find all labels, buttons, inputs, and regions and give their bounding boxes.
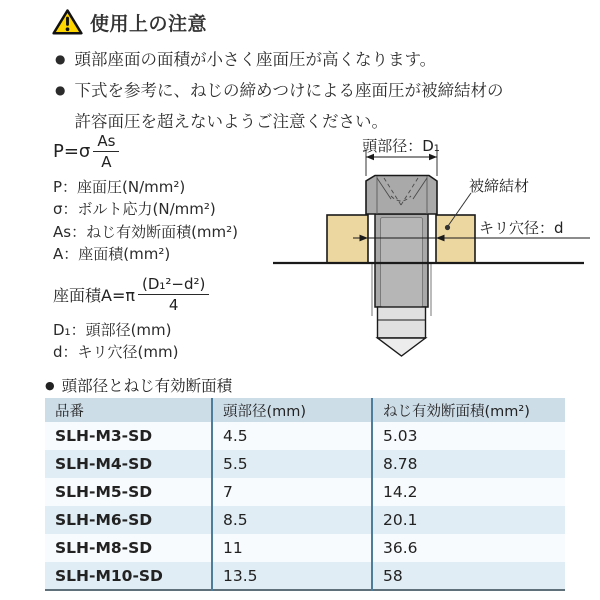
part-number-cell: SLH-M10-SD xyxy=(55,566,163,585)
part-number-cell: SLH-M4-SD xyxy=(55,455,153,473)
section-area-cell: 8.78 xyxy=(372,450,565,478)
area-formula-definitions xyxy=(53,319,288,364)
note-line: 許容面圧を超えないようご注意ください。 xyxy=(74,112,388,131)
note-line: 下式を参考に、ねじの締めつけによる座面圧が被締結材の xyxy=(74,81,504,100)
definition-line: A：座面積(mm²) xyxy=(53,245,171,264)
section-area-cell: 20.1 xyxy=(372,506,565,534)
table-row xyxy=(45,506,565,534)
page-title: 使用上の注意 xyxy=(90,12,208,35)
bolt-cross-section-diagram xyxy=(270,128,600,373)
bolt-tip-chamfer xyxy=(378,338,426,356)
definition-line: D₁：頭部径(mm) xyxy=(53,320,172,339)
definition-line: As：ねじ有効断面積(mm²) xyxy=(53,222,239,241)
head-dia-cell: 7 xyxy=(212,478,372,506)
formula-lhs: 座面積A=π xyxy=(53,285,135,305)
formula-lhs: P=σ xyxy=(53,141,91,162)
column-header-head-dia: 頭部径(mm) xyxy=(212,398,372,422)
definition-line: σ：ボルト応力(N/mm²) xyxy=(53,200,216,219)
note-line: 頭部座面の面積が小さく座面圧が高くなります。 xyxy=(74,50,437,69)
bullet-icon: ● xyxy=(45,378,55,392)
section-title-text: 頭部径とねじ有効断面積 xyxy=(61,377,233,395)
area-formula xyxy=(53,275,288,314)
part-number-cell: SLH-M8-SD xyxy=(55,539,153,557)
usage-notes xyxy=(55,44,565,137)
head-dia-cell: 8.5 xyxy=(212,506,372,534)
part-number-cell: SLH-M3-SD xyxy=(55,427,153,445)
note-text xyxy=(74,44,436,75)
table-row xyxy=(45,422,565,450)
table-row xyxy=(45,478,565,506)
part-number-cell: SLH-M6-SD xyxy=(55,511,153,529)
table-row xyxy=(45,534,565,562)
section-area-cell: 36.6 xyxy=(372,534,565,562)
table-section-title xyxy=(45,374,232,396)
section-area-cell: 14.2 xyxy=(372,478,565,506)
leader-dot xyxy=(445,225,450,230)
head-dia-cell: 13.5 xyxy=(212,562,372,590)
clamped-material-label: 被締結材 xyxy=(469,177,530,195)
table-row xyxy=(45,450,565,478)
fraction xyxy=(138,275,209,314)
section-area-cell: 5.03 xyxy=(372,422,565,450)
head-dia-label: 頭部径：D₁ xyxy=(362,137,440,155)
spec-table xyxy=(45,398,565,591)
fraction-denominator: 4 xyxy=(168,295,179,314)
note-item xyxy=(55,44,565,75)
fraction xyxy=(93,132,119,171)
warning-header xyxy=(52,8,207,36)
fraction-numerator: (D₁²−d²) xyxy=(138,275,209,295)
table-header-row xyxy=(45,398,565,422)
bullet-icon: ● xyxy=(55,83,66,97)
bolt-tip xyxy=(378,307,426,338)
formula-block xyxy=(53,132,288,372)
definition-line: d：キリ穴径(mm) xyxy=(53,343,179,362)
column-header-section-area: ねじ有効断面積(mm²) xyxy=(372,398,565,422)
section-area-cell: 58 xyxy=(372,562,565,590)
pressure-formula xyxy=(53,132,288,171)
table-row xyxy=(45,562,565,590)
part-number-cell: SLH-M5-SD xyxy=(55,483,153,501)
fraction-numerator: As xyxy=(93,132,119,152)
warning-triangle-icon xyxy=(52,8,83,36)
head-dia-cell: 11 xyxy=(212,534,372,562)
head-dia-cell: 5.5 xyxy=(212,450,372,478)
fraction-denominator: A xyxy=(101,153,112,171)
bullet-icon: ● xyxy=(55,52,66,66)
pressure-formula-definitions xyxy=(53,176,288,266)
head-dia-cell: 4.5 xyxy=(212,422,372,450)
definition-line: P：座面圧(N/mm²) xyxy=(53,178,186,196)
hole-dia-label: キリ穴径：d xyxy=(479,219,564,237)
column-header-part: 品番 xyxy=(45,398,212,422)
